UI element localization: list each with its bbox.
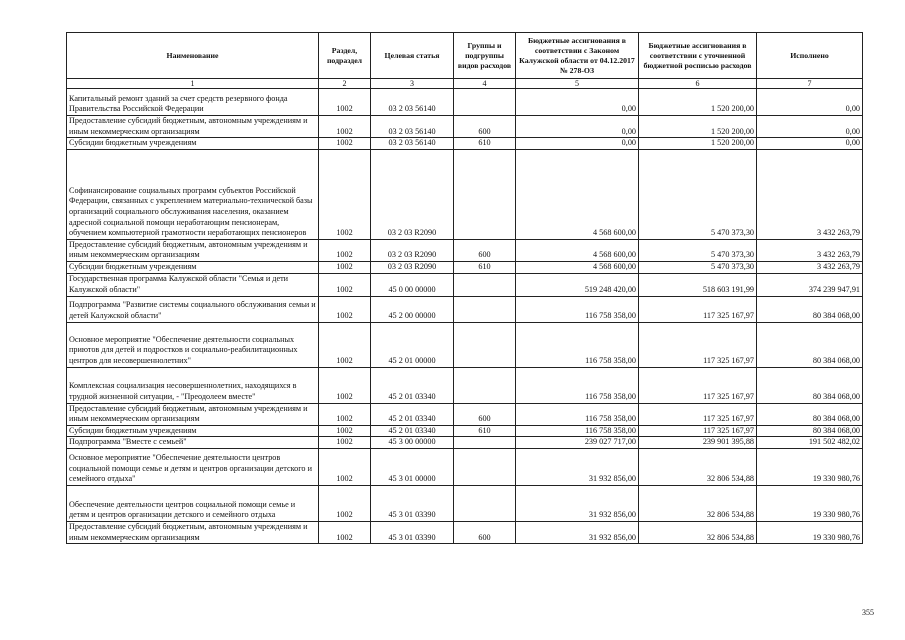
column-numbers-row <box>67 79 863 89</box>
row-done-amount-cell: 3 432 263,79 <box>757 261 863 273</box>
row-name-cell: Подпрограмма "Вместе с семьей" <box>67 437 319 449</box>
row-law-amount-cell: 0,00 <box>516 138 639 150</box>
row-section-cell: 1002 <box>319 448 371 485</box>
header-row <box>67 33 863 79</box>
row-done-amount-cell: 80 384 068,00 <box>757 403 863 425</box>
row-target-cell: 45 3 01 03390 <box>371 521 454 543</box>
row-done-amount-cell: 3 432 263,79 <box>757 239 863 261</box>
row-section-cell: 1002 <box>319 485 371 521</box>
row-name-cell: Обеспечение деятельности центров социальной помощи семье и детям и центров организации детского и семейного отдыха <box>67 485 319 521</box>
row-target-cell: 45 2 01 03340 <box>371 403 454 425</box>
table-row <box>67 138 863 150</box>
row-group-cell <box>454 367 516 403</box>
row-refined-amount-cell: 1 520 200,00 <box>639 116 757 138</box>
row-refined-amount-cell: 117 325 167,97 <box>639 403 757 425</box>
row-refined-amount-cell: 117 325 167,97 <box>639 296 757 322</box>
row-group-cell <box>454 322 516 367</box>
row-refined-amount-cell: 32 806 534,88 <box>639 521 757 543</box>
row-target-cell: 03 2 03 56140 <box>371 116 454 138</box>
header-refined: Бюджетные ассигнования в соответствии с уточненной бюджетной росписью расходов <box>639 33 757 79</box>
row-done-amount-cell: 3 432 263,79 <box>757 149 863 239</box>
row-law-amount-cell: 4 568 600,00 <box>516 239 639 261</box>
row-law-amount-cell: 0,00 <box>516 89 639 116</box>
row-name-cell: Субсидии бюджетным учреждениям <box>67 138 319 150</box>
table-row <box>67 116 863 138</box>
row-law-amount-cell: 116 758 358,00 <box>516 296 639 322</box>
column-number: 3 <box>371 79 454 89</box>
row-group-cell: 600 <box>454 521 516 543</box>
row-law-amount-cell: 239 027 717,00 <box>516 437 639 449</box>
row-name-cell: Основное мероприятие "Обеспечение деятельности социальных приютов для детей и подростков и социально-реабилитационных центров для несовершеннолетних" <box>67 322 319 367</box>
table-row <box>67 485 863 521</box>
table-row <box>67 521 863 543</box>
row-group-cell <box>454 273 516 296</box>
row-law-amount-cell: 116 758 358,00 <box>516 322 639 367</box>
row-group-cell <box>454 149 516 239</box>
header-law: Бюджетные ассигнования в соответствии с Законом Калужской области от 04.12.2017 № 278-ОЗ <box>516 33 639 79</box>
column-number: 7 <box>757 79 863 89</box>
row-group-cell <box>454 437 516 449</box>
table-row <box>67 437 863 449</box>
row-refined-amount-cell: 117 325 167,97 <box>639 425 757 437</box>
table-row <box>67 239 863 261</box>
row-group-cell: 600 <box>454 116 516 138</box>
row-name-cell: Предоставление субсидий бюджетным, автономным учреждениям и иным некоммерческим организациям <box>67 521 319 543</box>
row-law-amount-cell: 0,00 <box>516 116 639 138</box>
row-target-cell: 45 2 01 03340 <box>371 367 454 403</box>
row-law-amount-cell: 116 758 358,00 <box>516 367 639 403</box>
row-law-amount-cell: 116 758 358,00 <box>516 403 639 425</box>
row-section-cell: 1002 <box>319 239 371 261</box>
column-number: 1 <box>67 79 319 89</box>
row-done-amount-cell: 0,00 <box>757 89 863 116</box>
row-section-cell: 1002 <box>319 89 371 116</box>
row-refined-amount-cell: 32 806 534,88 <box>639 448 757 485</box>
header-done: Исполнено <box>757 33 863 79</box>
row-group-cell: 610 <box>454 425 516 437</box>
row-done-amount-cell: 19 330 980,76 <box>757 485 863 521</box>
row-group-cell: 600 <box>454 403 516 425</box>
page-number: 355 <box>862 608 874 617</box>
row-target-cell: 45 0 00 00000 <box>371 273 454 296</box>
table-row <box>67 403 863 425</box>
row-target-cell: 45 2 01 03340 <box>371 425 454 437</box>
row-group-cell <box>454 485 516 521</box>
row-name-cell: Государственная программа Калужской области "Семья и дети Калужской области" <box>67 273 319 296</box>
row-name-cell: Подпрограмма "Развитие системы социального обслуживания семьи и детей Калужской области" <box>67 296 319 322</box>
row-group-cell <box>454 296 516 322</box>
row-group-cell <box>454 89 516 116</box>
column-number: 4 <box>454 79 516 89</box>
row-name-cell: Предоставление субсидий бюджетным, автономным учреждениям и иным некоммерческим организациям <box>67 116 319 138</box>
row-name-cell: Основное мероприятие "Обеспечение деятельности центров социальной помощи семье и детям и центров организации детского и семейного отдыха" <box>67 448 319 485</box>
row-section-cell: 1002 <box>319 437 371 449</box>
budget-table-sheet <box>66 32 862 544</box>
header-name: Наименование <box>67 33 319 79</box>
row-target-cell: 45 3 00 00000 <box>371 437 454 449</box>
row-name-cell: Субсидии бюджетным учреждениям <box>67 425 319 437</box>
row-section-cell: 1002 <box>319 273 371 296</box>
row-refined-amount-cell: 5 470 373,30 <box>639 149 757 239</box>
table-row <box>67 273 863 296</box>
row-target-cell: 45 2 00 00000 <box>371 296 454 322</box>
row-law-amount-cell: 4 568 600,00 <box>516 149 639 239</box>
row-law-amount-cell: 31 932 856,00 <box>516 521 639 543</box>
row-group-cell <box>454 448 516 485</box>
row-law-amount-cell: 31 932 856,00 <box>516 448 639 485</box>
row-refined-amount-cell: 5 470 373,30 <box>639 239 757 261</box>
row-group-cell: 600 <box>454 239 516 261</box>
row-refined-amount-cell: 32 806 534,88 <box>639 485 757 521</box>
budget-table <box>66 32 863 544</box>
column-number: 2 <box>319 79 371 89</box>
row-section-cell: 1002 <box>319 138 371 150</box>
row-refined-amount-cell: 117 325 167,97 <box>639 322 757 367</box>
row-target-cell: 45 3 01 03390 <box>371 485 454 521</box>
table-row <box>67 261 863 273</box>
row-section-cell: 1002 <box>319 425 371 437</box>
row-target-cell: 03 2 03 R2090 <box>371 239 454 261</box>
row-target-cell: 45 2 01 00000 <box>371 322 454 367</box>
row-refined-amount-cell: 518 603 191,99 <box>639 273 757 296</box>
row-refined-amount-cell: 239 901 395,88 <box>639 437 757 449</box>
row-section-cell: 1002 <box>319 149 371 239</box>
row-done-amount-cell: 80 384 068,00 <box>757 322 863 367</box>
row-done-amount-cell: 191 502 482,02 <box>757 437 863 449</box>
row-group-cell: 610 <box>454 261 516 273</box>
row-section-cell: 1002 <box>319 296 371 322</box>
table-row <box>67 149 863 239</box>
row-name-cell: Предоставление субсидий бюджетным, автономным учреждениям и иным некоммерческим организациям <box>67 403 319 425</box>
row-refined-amount-cell: 117 325 167,97 <box>639 367 757 403</box>
row-target-cell: 45 3 01 00000 <box>371 448 454 485</box>
row-law-amount-cell: 31 932 856,00 <box>516 485 639 521</box>
row-name-cell: Предоставление субсидий бюджетным, автономным учреждениям и иным некоммерческим организациям <box>67 239 319 261</box>
row-done-amount-cell: 19 330 980,76 <box>757 448 863 485</box>
row-name-cell: Комплексная социализация несовершеннолетних, находящихся в трудной жизненной ситуации, - "Преодолеем вместе" <box>67 367 319 403</box>
row-section-cell: 1002 <box>319 403 371 425</box>
row-done-amount-cell: 80 384 068,00 <box>757 296 863 322</box>
row-section-cell: 1002 <box>319 322 371 367</box>
row-target-cell: 03 2 03 R2090 <box>371 149 454 239</box>
row-done-amount-cell: 80 384 068,00 <box>757 367 863 403</box>
header-group: Группы и подгруппы видов расходов <box>454 33 516 79</box>
row-section-cell: 1002 <box>319 261 371 273</box>
table-row <box>67 89 863 116</box>
row-name-cell: Субсидии бюджетным учреждениям <box>67 261 319 273</box>
row-law-amount-cell: 116 758 358,00 <box>516 425 639 437</box>
table-row <box>67 296 863 322</box>
row-law-amount-cell: 4 568 600,00 <box>516 261 639 273</box>
table-body <box>67 89 863 544</box>
row-target-cell: 03 2 03 56140 <box>371 89 454 116</box>
table-row <box>67 322 863 367</box>
row-target-cell: 03 2 03 R2090 <box>371 261 454 273</box>
row-section-cell: 1002 <box>319 521 371 543</box>
row-law-amount-cell: 519 248 420,00 <box>516 273 639 296</box>
row-section-cell: 1002 <box>319 367 371 403</box>
header-target: Целевая статья <box>371 33 454 79</box>
row-done-amount-cell: 19 330 980,76 <box>757 521 863 543</box>
row-refined-amount-cell: 1 520 200,00 <box>639 138 757 150</box>
column-number: 5 <box>516 79 639 89</box>
table-row <box>67 425 863 437</box>
column-number: 6 <box>639 79 757 89</box>
table-row <box>67 448 863 485</box>
row-refined-amount-cell: 5 470 373,30 <box>639 261 757 273</box>
header-section: Раздел, подраздел <box>319 33 371 79</box>
row-name-cell: Софинансирование социальных программ субъектов Российской Федерации, связанных с укреплением материально-технической базы организаций социального обслуживания населения, оказанием адресной социальной помощи неработающим пенсионерам, обучением компьютерной грамотности неработающих пенсионеров <box>67 149 319 239</box>
row-done-amount-cell: 0,00 <box>757 138 863 150</box>
row-section-cell: 1002 <box>319 116 371 138</box>
row-done-amount-cell: 80 384 068,00 <box>757 425 863 437</box>
row-done-amount-cell: 0,00 <box>757 116 863 138</box>
row-done-amount-cell: 374 239 947,91 <box>757 273 863 296</box>
row-group-cell: 610 <box>454 138 516 150</box>
row-target-cell: 03 2 03 56140 <box>371 138 454 150</box>
row-refined-amount-cell: 1 520 200,00 <box>639 89 757 116</box>
row-name-cell: Капитальный ремонт зданий за счет средств резервного фонда Правительства Российской Федерации <box>67 89 319 116</box>
table-row <box>67 367 863 403</box>
